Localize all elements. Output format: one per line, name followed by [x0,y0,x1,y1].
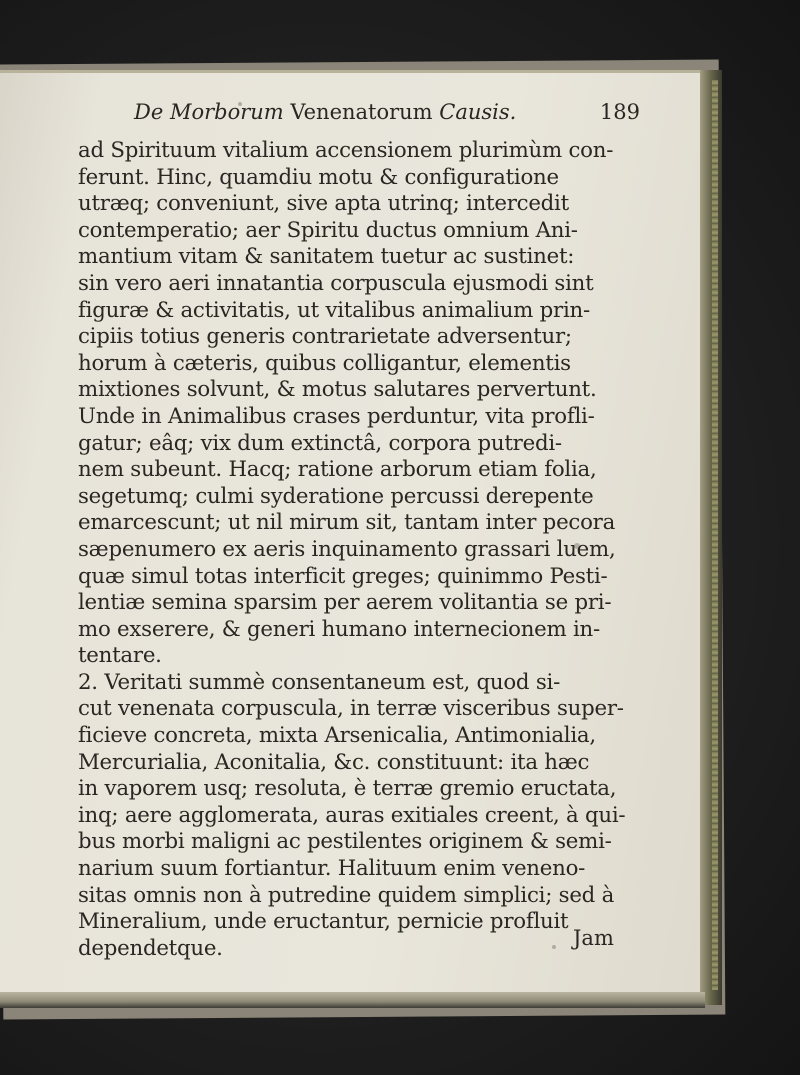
text-line: Unde in Animalibus crases perduntur, vita profli- [78,403,595,429]
text-line: sitas omnis non à putredine quidem simplici; sed à [78,882,615,908]
text-line: dependetque. [78,935,223,961]
text-line: quæ simul totas interficit greges; quinimmo Pesti- [78,563,608,589]
text-line: contemperatio; aer Spiritu ductus omnium Ani- [78,217,578,243]
text-line: cut venenata corpuscula, in terræ visceribus super- [78,696,624,722]
page-number: 189 [599,100,640,124]
text-line: inq; aere agglomerata, auras exitiales creent, à qui- [78,802,626,828]
running-head-title-part: De Morborum [134,100,284,124]
text-line: segetumq; culmi syderatione percussi derepente [78,483,594,509]
text-line: Mineralium, unde eructantur, pernicie profluit [78,909,569,935]
text-line: sin vero aeri innatantia corpuscula ejusmodi sint [78,270,594,296]
text-line: cipiis totius generis contrarietate adversentur; [78,324,572,350]
running-head-title-part: Causis. [439,100,517,124]
text-line: figuræ & activitatis, ut vitalibus animalium prin- [78,297,590,323]
text-line: 2. Veritati summè consentaneum est, quod si- [78,669,561,695]
page-text [78,100,686,962]
text-line: in vaporem usq; resoluta, è terræ gremio eructata, [78,776,617,802]
text-line: lentiæ semina sparsim per aerem volitantia se pri- [78,590,612,616]
text-line: gatur; eâq; vix dum extinctâ, corpora putredi- [78,430,562,456]
text-line: narium suum fortiantur. Halituum enim veneno- [78,856,586,882]
text-line: sæpenumero ex aeris inquinamento grassari luem, [78,536,616,562]
text-line: bus morbi maligni ac pestilentes originem & semi- [78,829,612,855]
running-head [78,100,686,136]
text-line: mantium vitam & sanitatem tuetur ac sustinet: [78,244,575,270]
running-head-title-part: Venenatorum [290,100,433,124]
catchword: Jam [573,926,614,950]
text-line: horum à cæteris, quibus colligantur, elementis [78,350,571,376]
text-line: mixtiones solvunt, & motus salutares pervertunt. [78,377,597,403]
text-line: Mercurialia, Aconitalia, &c. constituunt: ita hæc [78,749,590,775]
text-line: utræq; conveniunt, sive apta utrinq; intercedit [78,191,569,217]
text-line: ad Spirituum vitalium accensionem plurimùm con- [78,138,614,163]
text-line: ferunt. Hinc, quamdiu motu & configuratione [78,164,559,190]
page-bottom-edge [0,992,705,1008]
text-line: mo exserere, & generi humano internecionem in- [78,616,600,642]
text-line: nem subeunt. Hacq; ratione arborum etiam folia, [78,457,597,483]
running-head-title [134,100,516,124]
text-line: emarcescunt; ut nil mirum sit, tantam inter pecora [78,510,616,536]
text-line: tentare. [78,643,162,669]
text-line: ficieve concreta, mixta Arsenicalia, Antimonialia, [78,723,596,749]
